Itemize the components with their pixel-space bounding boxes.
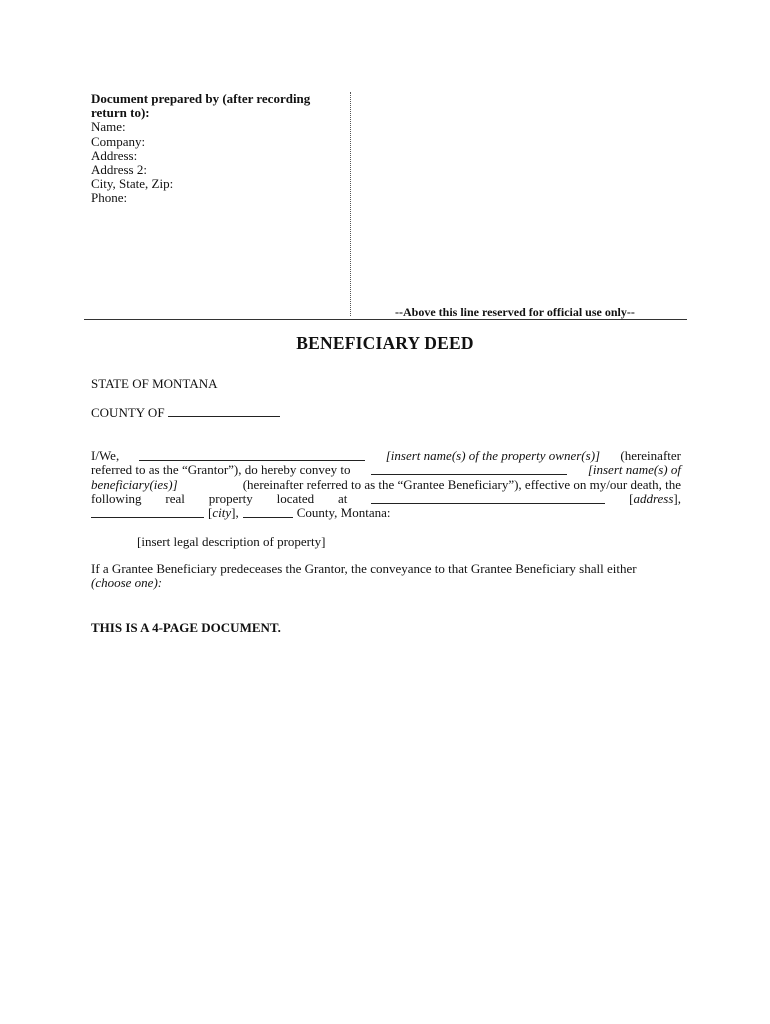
vertical-divider — [350, 92, 351, 316]
grantor-name-blank[interactable] — [139, 449, 365, 461]
reserved-notice: --Above this line reserved for official use only-- — [395, 305, 635, 319]
county-label: COUNTY OF — [91, 405, 165, 420]
beneficiary-instruction: [insert name(s) of — [587, 462, 681, 478]
choose-one-instruction: (choose one): — [91, 575, 163, 591]
county-state-text: County, Montana: — [296, 505, 391, 521]
conveyance-row-2 — [91, 463, 681, 477]
predecease-text: If a Grantee Beneficiary predeceases the Grantor, the conveyance to that Grantee Beneficiary shall either — [91, 561, 637, 576]
word-located: located — [276, 490, 315, 506]
grantor-instruction: [insert name(s) of the property owner(s)] — [385, 448, 601, 463]
preparer-address2-label: Address 2: — [91, 162, 147, 178]
conveyance-row-1 — [91, 449, 681, 463]
county-line — [91, 405, 280, 420]
conveyance-row-4 — [91, 492, 681, 506]
city-label: [city], — [208, 505, 239, 521]
word-property: property — [208, 490, 253, 506]
grantee-reference-text: (hereinafter referred to as the “Grantee Beneficiary”), effective on my/our death, the — [242, 476, 681, 492]
county-name-blank[interactable] — [243, 506, 293, 518]
city-blank[interactable] — [91, 506, 204, 518]
preparer-block — [91, 92, 347, 206]
grantor-label: I/We, — [91, 448, 120, 463]
hereinafter-text: (hereinafter — [620, 448, 681, 463]
preparer-heading: Document prepared by (after recording — [91, 91, 311, 106]
page-count-notice: THIS IS A 4-PAGE DOCUMENT. — [91, 620, 281, 635]
beneficiary-instruction-cont: beneficiary(ies)] — [91, 476, 178, 492]
preparer-address-label: Address: — [91, 147, 138, 163]
conveyance-row-3 — [91, 478, 681, 492]
preparer-name-label: Name: — [91, 119, 126, 135]
grantor-reference-text: referred to as the “Grantor”), do hereby convey to — [91, 462, 351, 478]
predecease-paragraph — [91, 562, 681, 591]
beneficiary-name-blank[interactable] — [371, 463, 567, 475]
preparer-city-state-zip-label: City, State, Zip: — [91, 176, 174, 192]
preparer-heading-cont: return to): — [91, 105, 150, 121]
recording-divider-line — [84, 319, 687, 320]
address-blank[interactable] — [371, 492, 605, 504]
conveyance-paragraph — [91, 449, 681, 520]
word-following: following — [91, 490, 142, 506]
preparer-company-label: Company: — [91, 133, 146, 149]
conveyance-row-5 — [91, 506, 681, 520]
county-blank[interactable] — [168, 405, 280, 417]
word-real: real — [165, 490, 185, 506]
legal-description-placeholder: [insert legal description of property] — [137, 534, 326, 549]
document-title: BENEFICIARY DEED — [296, 333, 474, 353]
preparer-phone-label: Phone: — [91, 190, 128, 206]
word-at: at — [338, 490, 348, 506]
state-line: STATE OF MONTANA — [91, 376, 218, 391]
address-label: [address], — [629, 490, 681, 506]
